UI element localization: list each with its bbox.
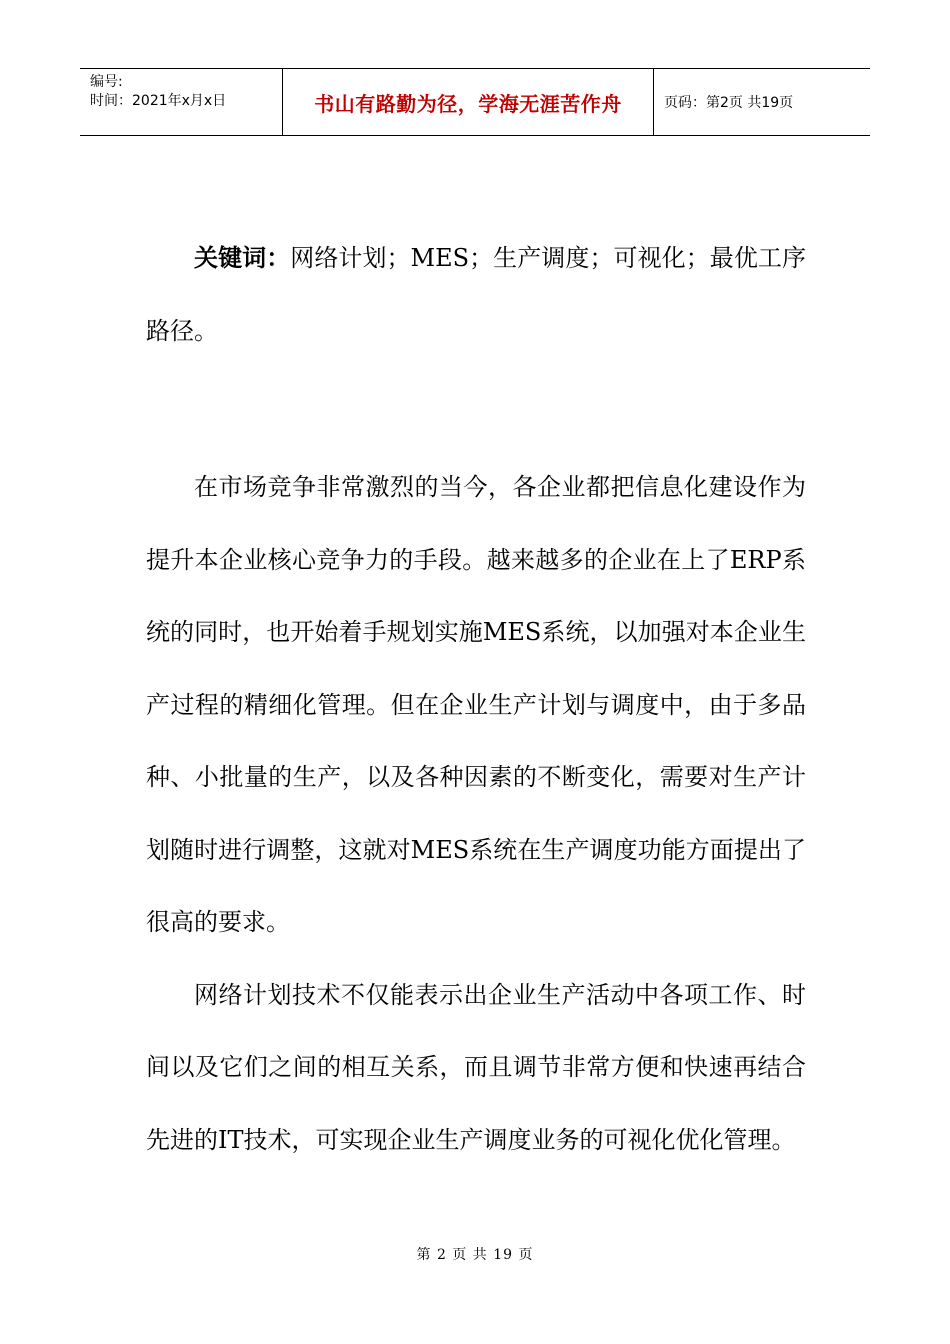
header-page-info: 页码：第2页 共19页 [664, 95, 794, 111]
header-motto-cell [282, 69, 654, 135]
header-motto: 书山有路勤为径，学海无涯苦作舟 [314, 91, 622, 116]
keywords-label: 关键词： [194, 243, 291, 272]
page-footer: 第 2 页 共 19 页 [416, 1247, 534, 1263]
body-paragraph-2: 网络计划技术不仅能表示出企业生产活动中各项工作、时间以及它们之间的相互关系，而且调节非常方便和快速再结合先进的IT技术，可实现企业生产调度业务的可视化优化管理。 [146, 980, 806, 1154]
document-body [146, 222, 806, 1176]
body-paragraph-1: 在市场竞争非常激烈的当今，各企业都把信息化建设作为提升本企业核心竞争力的手段。越来越多的企业在上了ERP系统的同时，也开始着手规划实施MES系统，以加强对本企业生产过程的精细化管理。但在企业生产计划与调度中，由于多品种、小批量的生产，以及各种因素的不断变化，需要对生产计划随时进行调整，这就对MES系统在生产调度功能方面提出了很高的要求。 [146, 473, 806, 936]
document-number-label: 编号: [90, 74, 123, 90]
keywords-text: 网络计划；MES；生产调度；可视化；最优工序路径。 [146, 244, 806, 345]
keywords-paragraph [146, 222, 806, 367]
header-meta-cell [80, 69, 282, 135]
document-time-label: 时间：2021年x月x日 [90, 93, 227, 109]
document-header [80, 68, 870, 136]
header-page-cell [654, 69, 870, 135]
